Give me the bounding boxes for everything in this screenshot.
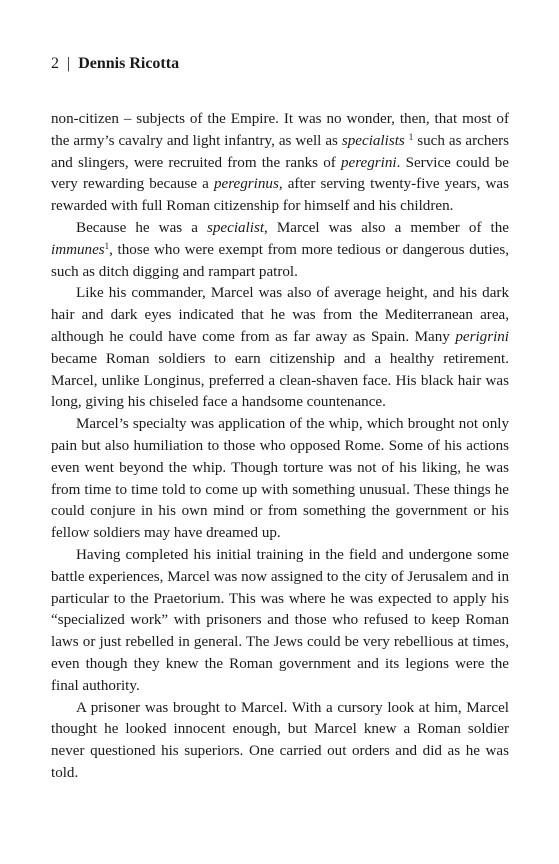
italic-term: immunes (51, 241, 105, 258)
author-name: Dennis Ricotta (78, 55, 180, 72)
italic-term: specialists (341, 132, 405, 149)
italic-term: peregrini (341, 154, 397, 171)
text-run: , Marcel was also a member of the (264, 219, 509, 236)
text-run: , after serving twenty-five years, was rewarded with full Roman citizenship for himself and his children. (51, 176, 509, 215)
page-number: 2 (51, 55, 59, 72)
body-text (51, 109, 509, 785)
running-head (51, 53, 179, 75)
footnote-marker: 1 (408, 131, 414, 142)
footnote-marker: 1 (104, 240, 110, 251)
paragraph-2 (51, 218, 509, 283)
paragraph-3 (51, 283, 509, 414)
paragraph-6: A prisoner was brought to Marcel. With a cursory look at him, Marcel thought he looked innocent enough, but Marcel knew a Roman soldier never questioned his superiors. One carried out orders and did as he was told. (51, 699, 509, 781)
text-run: became Roman soldiers to earn citizenship and a healthy retirement. Marcel, unlike Longinus, preferred a clean-shaven face. His black hair was long, giving his chiseled face a handsome countenance. (51, 350, 509, 411)
text-run: . Service could be very rewarding because a (51, 154, 509, 193)
text-run: non-citizen – subjects of the Empire. It was no wonder, then, that most of the army’s cavalry and light infantry, as well as (51, 111, 509, 149)
paragraph-5: Having completed his initial training in the field and undergone some battle experiences, Marcel was now assigned to the city of Jerusalem and in particular to the Praetorium. This was where he was expected to apply his “specialized work” with prisoners and those who refused to keep Roman laws or just rebelled in general. The Jews could be very rebellious at times, even though they knew the Roman government and its legions were the final authority. (51, 546, 509, 694)
paragraph-4: Marcel’s specialty was application of the whip, which brought not only pain but also humiliation to those who opposed Rome. Some of his actions even went beyond the whip. Though torture was not of his liking, he was from time to time told to come up with something unusual. These things he could conjure in his own mind or from something the government or his fellow soldiers may have dreamed up. (51, 416, 509, 542)
italic-term: peregrinus (213, 176, 279, 193)
header-separator: | (67, 55, 71, 72)
italic-term: perigrini (455, 328, 509, 345)
italic-term: specialist (207, 219, 265, 236)
paragraph-1 (51, 109, 509, 218)
text-run: Because he was a (76, 219, 207, 236)
text-run: such as archers and slingers, were recruited from the ranks of (51, 132, 509, 171)
text-run: Like his commander, Marcel was also of average height, and his dark hair and dark eyes indicated that he was from the Mediterranean area, although he could have come from as far away as Spain. Many (51, 285, 509, 345)
text-run: , those who were exempt from more tedious or dangerous duties, such as ditch digging and rampart patrol. (51, 241, 509, 280)
